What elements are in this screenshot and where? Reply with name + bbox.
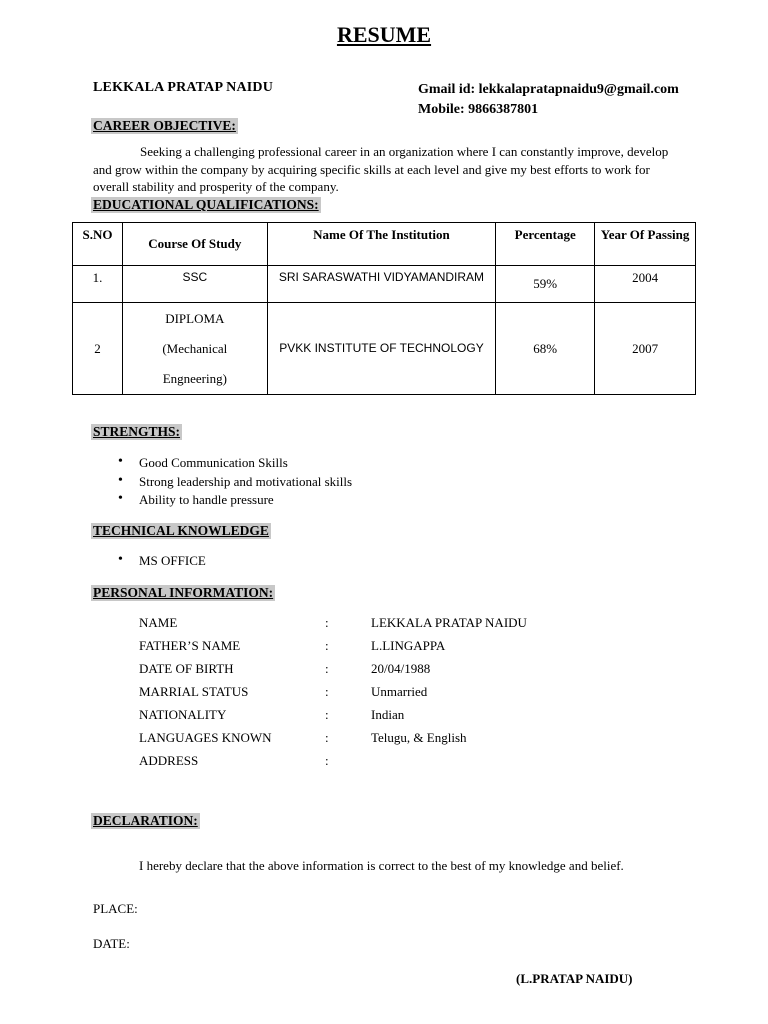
header-institution: Name Of The Institution xyxy=(267,223,496,266)
info-row-languages xyxy=(139,730,639,753)
table-row xyxy=(73,303,696,395)
info-value: 20/04/1988 xyxy=(371,661,431,676)
course-line: Engneering) xyxy=(162,370,227,386)
header-course: Course Of Study xyxy=(122,223,267,266)
info-label: NAME xyxy=(139,615,178,630)
info-row-address xyxy=(139,753,639,776)
info-colon: : xyxy=(325,730,329,745)
list-item: • MS OFFICE xyxy=(118,552,206,571)
cell-percentage: 59% xyxy=(496,266,595,303)
info-label: FATHER’S NAME xyxy=(139,638,241,653)
info-colon: : xyxy=(325,684,329,699)
contact-block xyxy=(418,80,679,120)
info-colon: : xyxy=(325,707,329,722)
header-year: Year Of Passing xyxy=(595,223,696,266)
education-heading: EDUCATIONAL QUALIFICATIONS: xyxy=(93,197,319,212)
list-item: • Good Communication Skills xyxy=(118,454,352,473)
strengths-heading: STRENGTHS: xyxy=(93,424,181,439)
signature: (L.PRATAP NAIDU) xyxy=(516,971,633,986)
cell-year: 2004 xyxy=(595,266,696,303)
info-value: L.LINGAPPA xyxy=(371,638,446,653)
candidate-name: LEKKALA PRATAP NAIDU xyxy=(93,80,274,95)
cell-course xyxy=(122,303,267,395)
info-colon: : xyxy=(325,615,329,630)
place-label: PLACE: xyxy=(93,901,138,916)
info-value: Indian xyxy=(371,707,405,722)
career-objective-text: Seeking a challenging professional career in an organization where I can constantly improve, develop and grow within the company by acquiring specific skills at each level and give my best efforts to work for overall stability and prosperity of the company. xyxy=(93,144,669,194)
header-sno: S.NO xyxy=(73,223,123,266)
info-value: Telugu, & English xyxy=(371,730,467,745)
course-line: (Mechanical xyxy=(162,340,228,356)
info-row-dob xyxy=(139,661,639,684)
info-row-marital xyxy=(139,684,639,707)
info-value: LEKKALA PRATAP NAIDU xyxy=(371,615,527,630)
technical-list xyxy=(118,552,206,571)
info-row-father xyxy=(139,638,639,661)
info-label: DATE OF BIRTH xyxy=(139,661,234,676)
header-percentage: Percentage xyxy=(496,223,595,266)
mobile-line: Mobile: 9866387801 xyxy=(418,102,539,117)
course-line: DIPLOMA xyxy=(165,310,225,326)
email-line: Gmail id: lekkalapratapnaidu9@gmail.com xyxy=(418,82,679,97)
education-table xyxy=(72,222,696,395)
info-label: ADDRESS xyxy=(139,753,199,768)
info-row-name xyxy=(139,615,639,638)
info-value: Unmarried xyxy=(371,684,428,699)
technical-heading: TECHNICAL KNOWLEDGE xyxy=(93,523,269,538)
info-label: NATIONALITY xyxy=(139,707,227,722)
list-item: • Ability to handle pressure xyxy=(118,491,352,510)
cell-sno: 1. xyxy=(73,266,123,303)
info-label: LANGUAGES KNOWN xyxy=(139,730,272,745)
declaration-heading: DECLARATION: xyxy=(93,813,198,828)
cell-institution: PVKK INSTITUTE OF TECHNOLOGY xyxy=(267,303,496,395)
date-label: DATE: xyxy=(93,936,130,951)
info-row-nationality xyxy=(139,707,639,730)
info-colon: : xyxy=(325,638,329,653)
info-label: MARRIAL STATUS xyxy=(139,684,249,699)
info-colon: : xyxy=(325,753,329,768)
personal-heading: PERSONAL INFORMATION: xyxy=(93,585,274,600)
list-item: • Strong leadership and motivational skills xyxy=(118,473,352,492)
declaration-text: I hereby declare that the above information is correct to the best of my knowledge and belief. xyxy=(139,858,624,873)
cell-sno: 2 xyxy=(73,303,123,395)
cell-percentage: 68% xyxy=(496,303,595,395)
cell-course: SSC xyxy=(122,266,267,303)
cell-year: 2007 xyxy=(595,303,696,395)
career-objective-heading: CAREER OBJECTIVE: xyxy=(93,118,236,133)
table-row xyxy=(73,266,696,303)
page-title: RESUME xyxy=(336,22,432,47)
strengths-list xyxy=(118,454,352,510)
info-colon: : xyxy=(325,661,329,676)
cell-institution: SRI SARASWATHI VIDYAMANDIRAM xyxy=(267,266,496,303)
table-header-row xyxy=(73,223,696,266)
